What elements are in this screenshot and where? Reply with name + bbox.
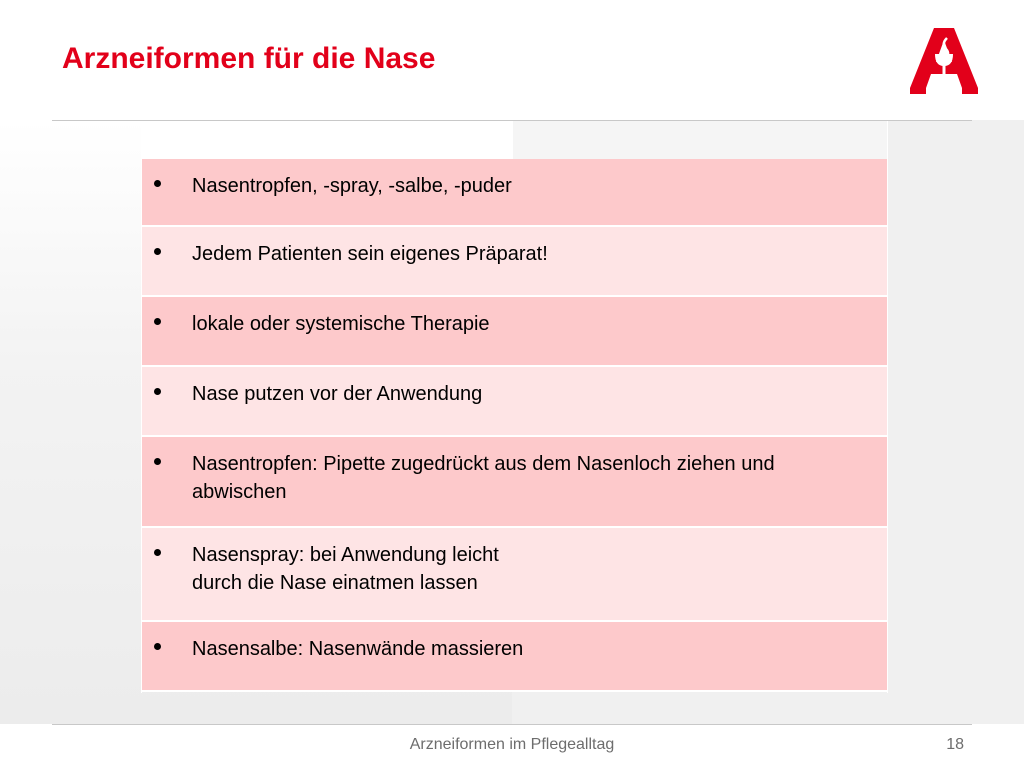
bullet-row	[142, 437, 887, 528]
bullet-dot-icon	[154, 458, 161, 465]
bullet-rows	[142, 159, 887, 692]
table-header-cell	[142, 121, 513, 159]
bullet-dot-icon	[154, 180, 161, 187]
bullet-dot-icon	[154, 643, 161, 650]
bullet-row	[142, 622, 887, 692]
bullet-dot-icon	[154, 549, 161, 556]
bullet-row	[142, 367, 887, 437]
bullet-text: Nasentropfen, -spray, -salbe, -puder	[192, 175, 512, 197]
bottom-divider	[52, 724, 972, 725]
bullet-dot-icon	[154, 388, 161, 395]
apotheke-logo-icon	[908, 24, 980, 98]
bullet-text: Nasentropfen: Pipette zugedrückt aus dem Nasenloch ziehen und abwischen	[192, 453, 775, 503]
bullet-table	[141, 121, 888, 693]
bullet-row	[142, 528, 887, 622]
bullet-text: Nasenspray: bei Anwendung leicht durch die Nase einatmen lassen	[192, 544, 499, 594]
bullet-text: Nasensalbe: Nasenwände massieren	[192, 638, 524, 660]
bullet-row	[142, 297, 887, 367]
page-number: 18	[946, 736, 964, 753]
footer-title: Arzneiformen im Pflegealltag	[409, 736, 615, 753]
bullet-dot-icon	[154, 318, 161, 325]
bullet-row	[142, 159, 887, 227]
bullet-text: lokale oder systemische Therapie	[192, 313, 490, 335]
bullet-text: Nase putzen vor der Anwendung	[192, 383, 483, 405]
bullet-text: Jedem Patienten sein eigenes Präparat!	[192, 243, 548, 265]
bullet-dot-icon	[154, 248, 161, 255]
bullet-row	[142, 227, 887, 297]
slide-title: Arzneiformen für die Nase	[62, 42, 436, 75]
table-header-row	[142, 121, 887, 159]
